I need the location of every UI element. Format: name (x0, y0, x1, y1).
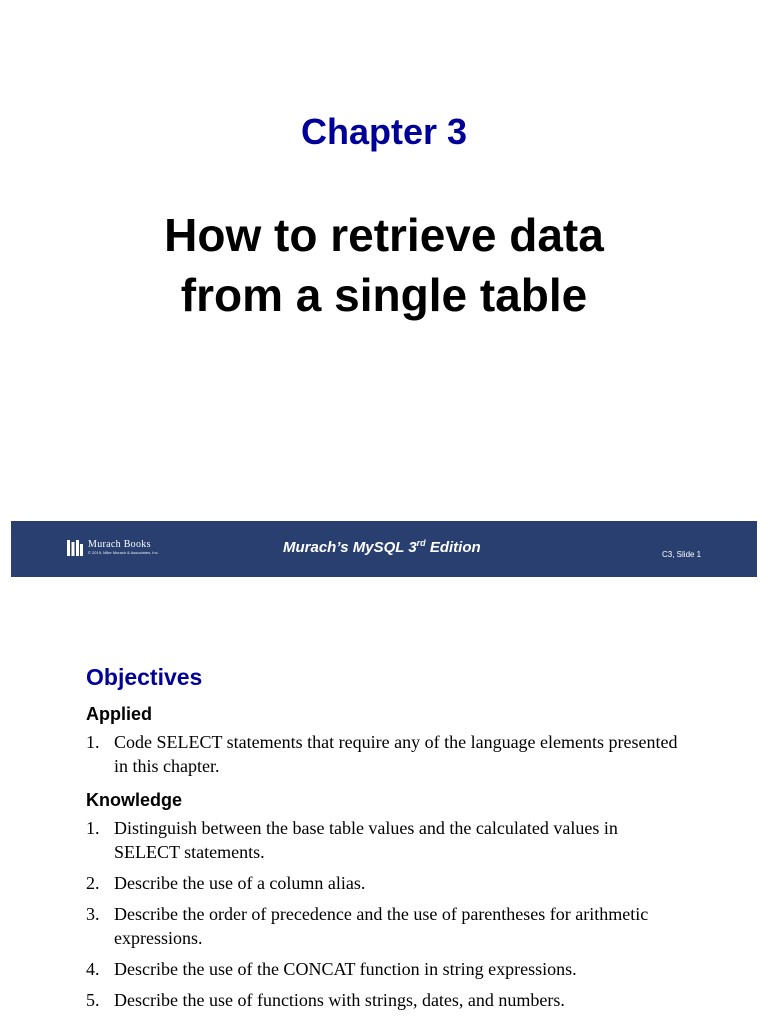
slide-number: C3, Slide 1 (662, 550, 702, 559)
slide-title-line-1: How to retrieve data (164, 209, 604, 261)
list-item-text: Code SELECT statements that require any of the language elements presented in this chapter. (114, 732, 678, 776)
list-item-number: 5. (86, 990, 100, 1010)
logo-name: Murach Books (88, 539, 151, 550)
book-title-prefix: Murach’s MySQL 3 (283, 539, 417, 556)
book-title (283, 539, 481, 556)
list-item-text: Describe the order of precedence and the use of parentheses for arithmetic expressions. (114, 904, 649, 948)
list-item-text: Describe the use of the CONCAT function in string expressions. (114, 959, 577, 979)
logo-copyright: © 2019, Mike Murach & Associates, Inc. (88, 550, 159, 555)
book-title-suffix: Edition (425, 539, 481, 556)
list-item-number: 4. (86, 959, 100, 979)
list-item (86, 816, 686, 864)
list-item-text: Distinguish between the base table values and the calculated values in SELECT statements. (114, 818, 618, 862)
list-item (86, 902, 686, 950)
applied-list (86, 730, 686, 778)
list-item (86, 871, 686, 895)
list-item-text: Describe the use of a column alias. (114, 873, 366, 893)
list-item (86, 730, 686, 778)
chapter-label: Chapter 3 (300, 111, 468, 152)
objectives-heading: Objectives (86, 664, 203, 690)
books-icon (67, 540, 85, 556)
objectives-section (86, 662, 686, 1019)
slide-title-line-2: from a single table (180, 269, 588, 321)
list-item-number: 1. (86, 818, 100, 838)
list-item (86, 988, 686, 1012)
slide-title (0, 205, 768, 325)
publisher-logo (67, 540, 159, 556)
knowledge-heading: Knowledge (86, 790, 183, 810)
list-item-number: 2. (86, 873, 100, 893)
slide-footer (11, 521, 757, 577)
list-item-text: Describe the use of functions with strings, dates, and numbers. (114, 990, 565, 1010)
list-item-number: 3. (86, 904, 100, 924)
book-title-sup: rd (416, 538, 426, 548)
knowledge-list (86, 816, 686, 1012)
applied-heading: Applied (86, 704, 152, 724)
list-item (86, 957, 686, 981)
list-item-number: 1. (86, 732, 100, 752)
